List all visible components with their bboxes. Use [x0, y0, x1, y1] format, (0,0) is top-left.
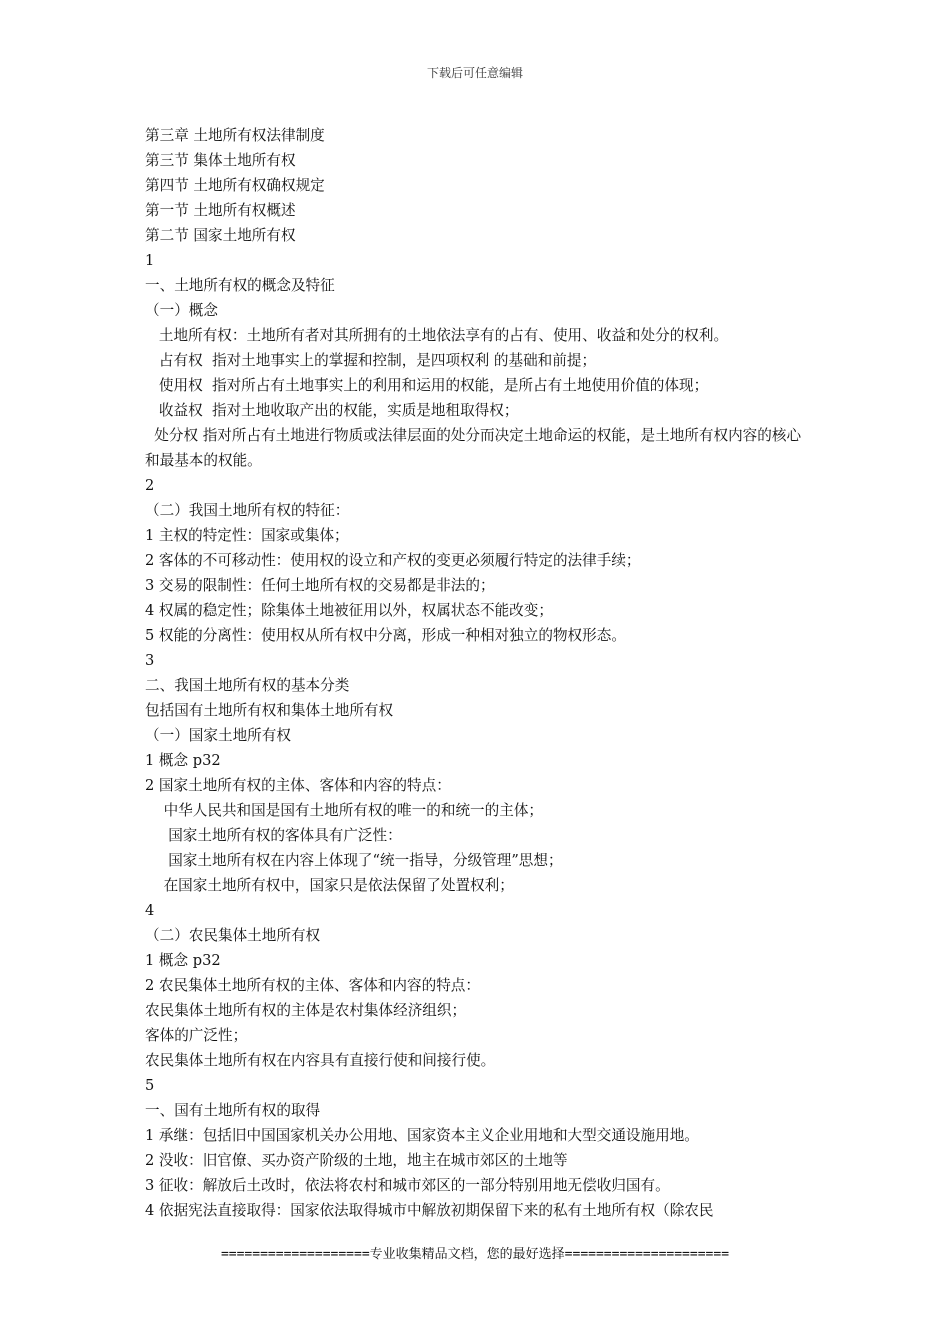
document-line: （二）我国土地所有权的特征：: [145, 502, 350, 519]
document-line: 2: [145, 477, 155, 494]
document-line: 第二节 国家土地所有权: [145, 227, 296, 244]
document-line: 在国家土地所有权中，国家只是依法保留了处置权利；: [145, 877, 514, 894]
document-line: 1 承继：包括旧中国国家机关办公用地、国家资本主义企业用地和大型交通设施用地。: [145, 1127, 699, 1144]
document-line: 第四节 土地所有权确权规定: [145, 177, 325, 194]
document-line: 一、土地所有权的概念及特征: [145, 277, 335, 294]
document-line: 第一节 土地所有权概述: [145, 202, 296, 219]
document-line: 1: [145, 252, 155, 269]
document-line: 2 农民集体土地所有权的主体、客体和内容的特点：: [145, 977, 480, 994]
document-line: 处分权 指对所占有土地进行物质或法律层面的处分而决定土地命运的权能，是土地所有权内容的核心和最基本的权能。: [145, 427, 802, 469]
document-line: 土地所有权：土地所有者对其所拥有的土地依法享有的占有、使用、收益和处分的权利。: [145, 327, 729, 344]
document-line: 一、国有土地所有权的取得: [145, 1102, 321, 1119]
document-line: 4 权属的稳定性；除集体土地被征用以外，权属状态不能改变；: [145, 602, 553, 619]
document-line: 使用权 指对所占有土地事实上的利用和运用的权能，是所占有土地使用价值的体现；: [145, 377, 709, 394]
document-line: 5 权能的分离性：使用权从所有权中分离，形成一种相对独立的物权形态。: [145, 627, 626, 644]
document-line: 2 没收：旧官僚、买办资产阶级的土地，地主在城市郊区的土地等: [145, 1152, 568, 1169]
document-line: 5: [145, 1077, 155, 1094]
document-line: 二、我国土地所有权的基本分类: [145, 677, 350, 694]
document-line: 第三节 集体土地所有权: [145, 152, 296, 169]
document-line: 4: [145, 902, 155, 919]
document-line: 占有权 指对土地事实上的掌握和控制，是四项权利 的基础和前提；: [145, 352, 597, 369]
document-line: 1 概念 p32: [145, 752, 221, 769]
document-line: （二）农民集体土地所有权: [145, 927, 321, 944]
document-line: 1 概念 p32: [145, 952, 221, 969]
document-line: 农民集体土地所有权的主体是农村集体经济组织；: [145, 1002, 467, 1019]
document-line: 3: [145, 652, 155, 669]
document-line: （一）概念: [145, 302, 218, 319]
document-line: 中华人民共和国是国有土地所有权的唯一的和统一的主体；: [145, 802, 544, 819]
document-line: （一）国家土地所有权: [145, 727, 291, 744]
document-line: 国家土地所有权的客体具有广泛性：: [145, 827, 402, 844]
document-line: 2 国家土地所有权的主体、客体和内容的特点：: [145, 777, 451, 794]
document-line: 农民集体土地所有权在内容具有直接行使和间接行使。: [145, 1052, 496, 1069]
header-note: 下载后可任意编辑: [426, 66, 523, 80]
document-line: 国家土地所有权在内容上体现了“统一指导，分级管理”思想；: [145, 852, 563, 869]
document-line: 2 客体的不可移动性：使用权的设立和产权的变更必须履行特定的法律手续；: [145, 552, 641, 569]
document-body: [145, 123, 810, 1223]
document-line: 3 征收：解放后土改时，依法将农村和城市郊区的一部分特别用地无偿收归国有。: [145, 1177, 670, 1194]
footer-note: ===================专业收集精品文档，您的最好选择=====================: [220, 1247, 730, 1262]
document-line: 1 主权的特定性：国家或集体；: [145, 527, 349, 544]
document-line: 第三章 土地所有权法律制度: [145, 127, 325, 144]
document-line: 4 依据宪法直接取得：国家依法取得城市中解放初期保留下来的私有土地所有权（除农民: [145, 1202, 714, 1219]
document-line: 3 交易的限制性：任何土地所有权的交易都是非法的；: [145, 577, 495, 594]
document-line: 客体的广泛性；: [145, 1027, 248, 1044]
document-line: 包括国有土地所有权和集体土地所有权: [145, 702, 394, 719]
document-line: 收益权 指对土地收取产出的权能，实质是地租取得权；: [145, 402, 519, 419]
